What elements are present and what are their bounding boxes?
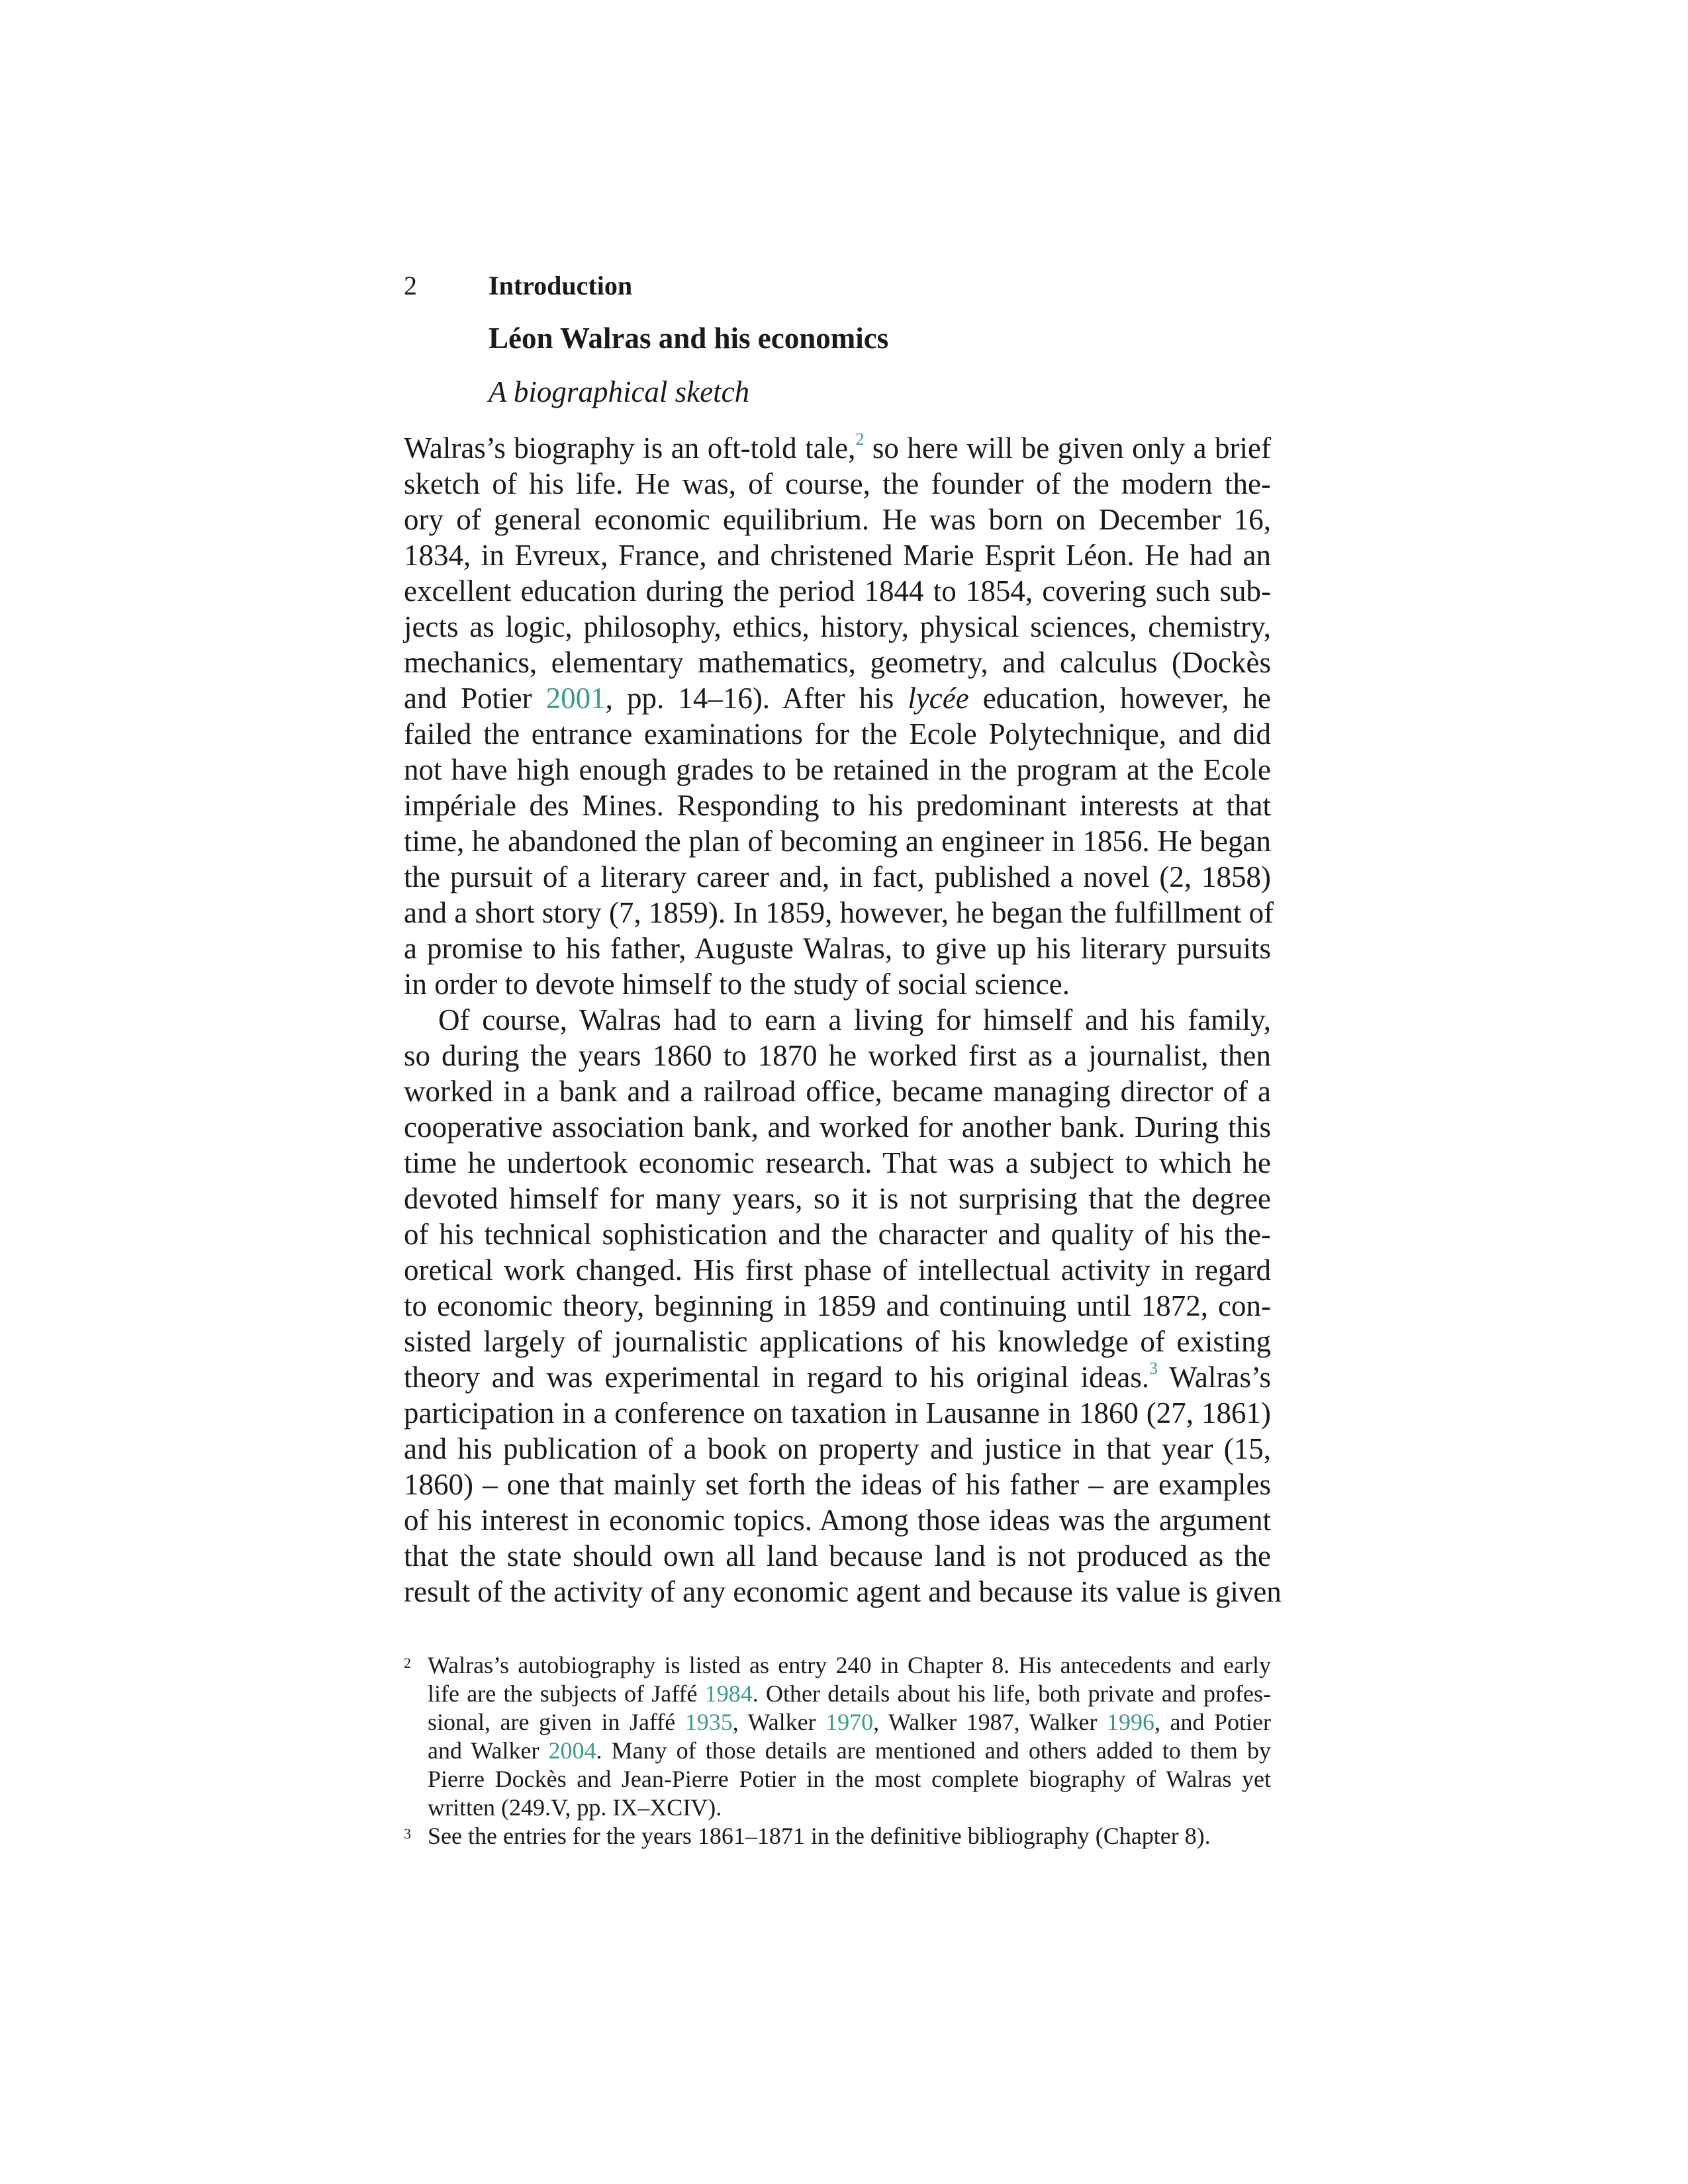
text-line: that the state should own all land because land is not produced as the	[404, 1539, 1271, 1572]
footnote-line: Walras’s autobiography is listed as entry 240 in Chapter 8. His antecedents and early	[428, 1652, 1271, 1678]
text-line: not have high enough grades to be retained in the program at the Ecole	[404, 753, 1271, 786]
footnote-line: Pierre Dockès and Jean-Pierre Potier in the most complete biography of Walras yet	[428, 1766, 1271, 1792]
text-line: time he undertook economic research. That was a subject to which he	[404, 1146, 1271, 1179]
text-line: oretical work changed. His first phase of intellectual activity in regard	[404, 1253, 1271, 1287]
running-head: Introduction	[489, 271, 633, 300]
text-line: and Potier 2001, pp. 14–16). After his lycée education, however, he	[404, 682, 1271, 715]
text-line: a promise to his father, Auguste Walras, to give up his literary pursuits	[404, 932, 1271, 965]
footnote-mark: 2	[404, 1655, 411, 1671]
page-number: 2	[404, 271, 417, 300]
footnote-3	[404, 1822, 1271, 1850]
citation-link[interactable]: 2004	[548, 1737, 596, 1764]
text-line: cooperative association bank, and worked for another bank. During this	[404, 1111, 1271, 1144]
text-line: so during the years 1860 to 1870 he worked first as a journalist, then	[404, 1039, 1271, 1072]
footnote-ref-3[interactable]: 3	[1149, 1359, 1158, 1378]
text-line: theory and was experimental in regard to his original ideas.$^3$ Walras’s	[404, 1359, 1271, 1394]
citation-link[interactable]: 1935	[684, 1709, 733, 1735]
text-line: and his publication of a book on property and justice in that year (15,	[404, 1432, 1271, 1465]
text-line: excellent education during the period 1844 to 1854, covering such sub-	[404, 574, 1271, 608]
footnote-mark: 3	[404, 1825, 411, 1842]
text-line: Walras’s biography is an oft-told tale,$^2$ so here will be given only a brief	[404, 430, 1271, 465]
text-line: 1860) – one that mainly set forth the ideas of his father – are examples	[404, 1468, 1271, 1501]
citation-link[interactable]: 2001	[545, 682, 606, 715]
footnote-line: life are the subjects of Jaffé 1984. Other details about his life, both private and profes-	[428, 1680, 1271, 1707]
footnote-line: and Walker 2004. Many of those details are mentioned and others added to them by	[428, 1737, 1271, 1764]
text-line: devoted himself for many years, so it is not surprising that the degree	[404, 1182, 1271, 1215]
text-line: Of course, Walras had to earn a living for himself and his family,	[438, 1003, 1271, 1036]
text-line: time, he abandoned the plan of becoming an engineer in 1856. He began	[404, 825, 1271, 858]
text-line: sisted largely of journalistic applications of his knowledge of existing	[404, 1325, 1271, 1358]
citation-link[interactable]: 1970	[825, 1709, 874, 1735]
text-line: mechanics, elementary mathematics, geometry, and calculus (Dockès	[404, 646, 1271, 679]
footnote-line: See the entries for the years 1861–1871 in the definitive bibliography (Chapter 8).	[428, 1823, 1211, 1849]
section-title: Léon Walras and his economics	[489, 322, 889, 355]
text-line: to economic theory, beginning in 1859 and continuing until 1872, con-	[404, 1289, 1271, 1322]
text-line: sketch of his life. He was, of course, the founder of the modern the-	[404, 467, 1271, 500]
footnote-2	[404, 1651, 1271, 1822]
text-line: ory of general economic equilibrium. He was born on December 16,	[404, 503, 1271, 536]
text-line: of his interest in economic topics. Among those ideas was the argument	[404, 1504, 1271, 1537]
text-line: result of the activity of any economic agent and because its value is given	[404, 1575, 1282, 1608]
text-line: failed the entrance examinations for the Ecole Polytechnique, and did	[404, 717, 1271, 751]
footnote-line: written (249.V, pp. IX–XCIV).	[428, 1794, 722, 1821]
text-line: jects as logic, philosophy, ethics, history, physical sciences, chemistry,	[404, 610, 1271, 643]
footnote-ref-2[interactable]: 2	[855, 430, 865, 449]
footnotes	[404, 1651, 1271, 1850]
section-subtitle: A biographical sketch	[489, 375, 750, 408]
text-line: and a short story (7, 1859). In 1859, however, he began the fulfillment of	[404, 896, 1274, 929]
text-line: the pursuit of a literary career and, in fact, published a novel (2, 1858)	[404, 860, 1271, 893]
text-line: worked in a bank and a railroad office, became managing director of a	[404, 1075, 1271, 1108]
text-line: participation in a conference on taxation in Lausanne in 1860 (27, 1861)	[404, 1396, 1271, 1430]
text-line: impériale des Mines. Responding to his predominant interests at that	[404, 789, 1271, 822]
text-line: in order to devote himself to the study of social science.	[404, 968, 1070, 1001]
text-line: of his technical sophistication and the character and quality of his the-	[404, 1218, 1271, 1251]
body-text	[404, 430, 1282, 1610]
text-line: 1834, in Evreux, France, and christened Marie Esprit Léon. He had an	[404, 539, 1271, 572]
footnote-line: sional, are given in Jaffé 1935, Walker 1970, Walker 1987, Walker 1996, and Potier	[428, 1709, 1271, 1735]
citation-link[interactable]: 1984	[704, 1680, 753, 1707]
citation-link[interactable]: 1996	[1107, 1709, 1154, 1735]
